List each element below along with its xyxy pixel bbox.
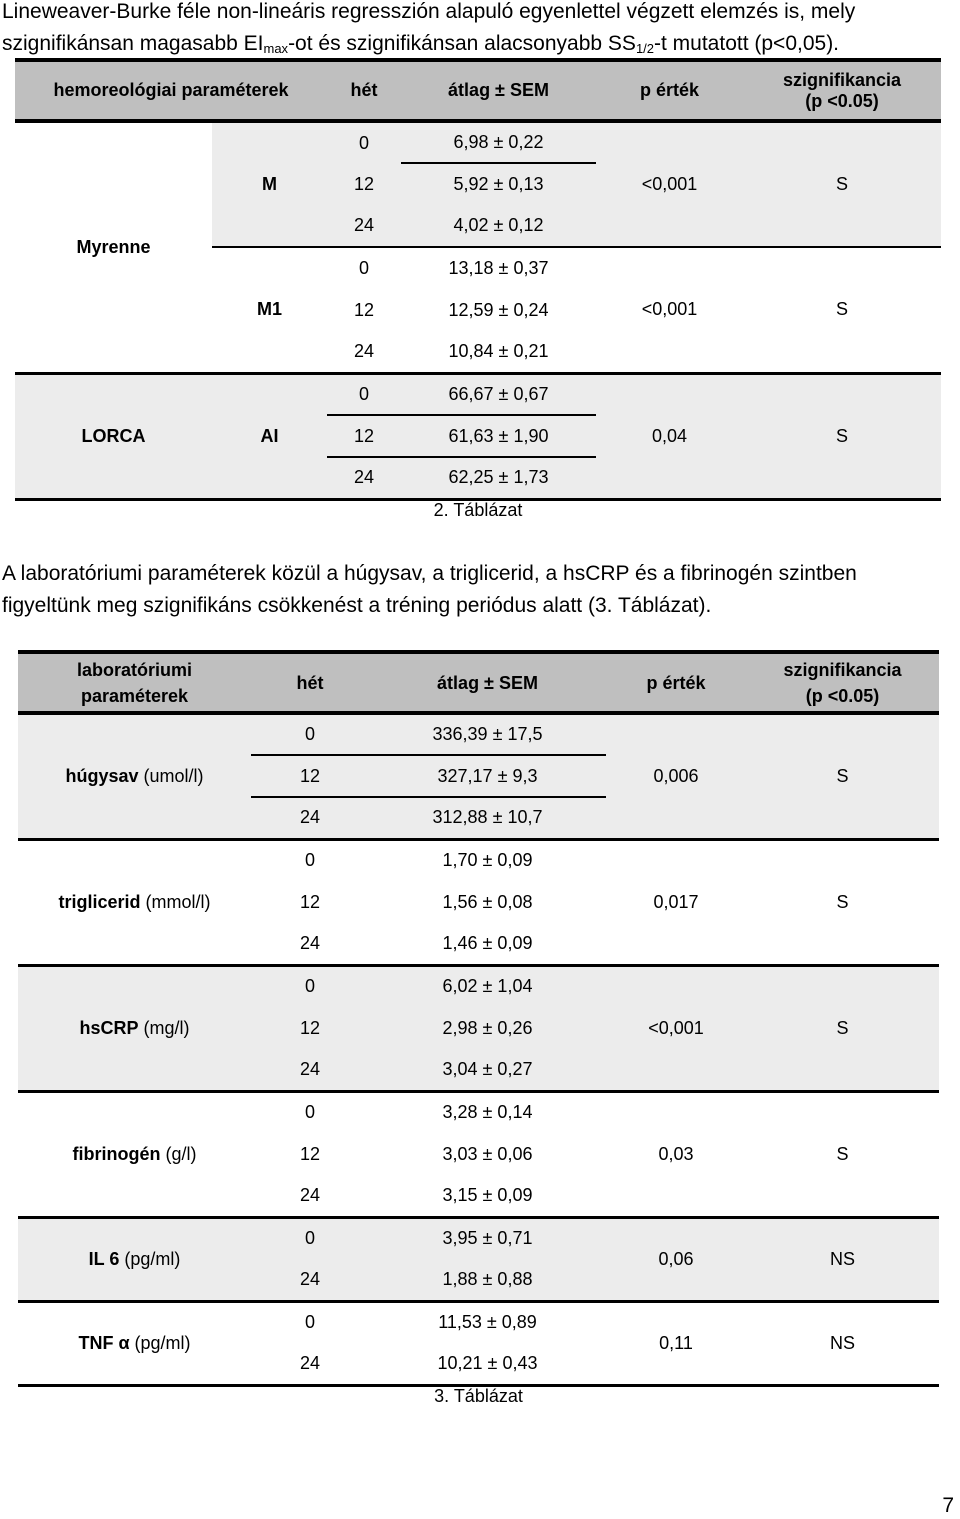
het-cell: 12 [353,299,375,320]
atlag-cell: 11,53 ± 0,89 [438,1312,537,1333]
p-cell: 0,04 [596,373,743,499]
p-cell: 0,06 [606,1217,746,1301]
atlag-cell: 6,02 ± 1,04 [369,965,606,1007]
param-cell: TNF α (pg/ml) [18,1301,251,1385]
het-cell: 24 [251,1175,369,1217]
het-cell: 12 [299,1143,321,1164]
header-p: p érték [606,652,746,713]
intro-paragraph [2,0,958,60]
param-cell: hsCRP (mg/l) [18,965,251,1091]
sig-cell: NS [746,1217,939,1301]
header-szig: szignifikancia (p <0.05) [743,60,941,121]
het-cell: 24 [251,1343,369,1385]
atlag-cell: 4,02 ± 0,12 [401,205,596,247]
table-row [18,839,939,881]
intro-line-2b: -ot és szignifikánsan alacsonyabb SS [288,32,636,55]
param-cell: húgysav (umol/l) [18,713,251,839]
atlag-cell: 3,03 ± 0,06 [442,1143,533,1164]
het-cell: 24 [251,923,369,965]
atlag-cell: 1,70 ± 0,09 [442,850,533,871]
sig-cell: S [746,965,939,1091]
table-3-laboratory [18,650,939,1387]
intro-line-1: Lineweaver-Burke féle non-lineáris regresszión alapuló egyenlettel végzett elemzés is, mely [2,0,856,23]
het-cell: 24 [327,457,401,499]
atlag-cell: 6,98 ± 0,22 [401,121,596,163]
header-atlag: átlag ± SEM [369,652,606,713]
atlag-cell: 1,46 ± 0,09 [369,923,606,965]
table-2-hemorheology [15,58,941,501]
intro-line-2c: -t mutatott (p<0,05). [654,32,840,55]
sub-label: AI [212,373,327,499]
het-cell: 12 [299,891,321,912]
het-cell: 12 [251,755,369,797]
het-cell: 0 [358,258,369,278]
param-cell: triglicerid (mmol/l) [18,839,251,965]
table-row [18,1091,939,1133]
table-2-header-row [15,60,941,121]
sig-cell: S [743,121,941,247]
p-cell: 0,006 [606,713,746,839]
p-cell: 0,017 [606,839,746,965]
param-cell: fibrinogén (g/l) [18,1091,251,1217]
het-cell: 0 [251,965,369,1007]
sig-cell: S [746,1091,939,1217]
atlag-cell: 1,88 ± 0,88 [369,1259,606,1301]
het-cell: 24 [327,331,401,373]
het-cell: 0 [251,1217,369,1259]
intro-line-2a: szignifikánsan magasabb EI [2,32,264,55]
table-2-caption: 2. Táblázat [433,500,523,520]
atlag-cell: 66,67 ± 0,67 [401,373,596,415]
p-cell: <0,001 [596,247,743,373]
het-cell: 12 [327,415,401,457]
atlag-cell: 13,18 ± 0,37 [448,258,549,278]
table-3-header-row [18,652,939,713]
group-label: Myrenne [15,121,212,373]
param-cell: IL 6 (pg/ml) [18,1217,251,1301]
table-row [18,1217,939,1259]
header-p: p érték [596,60,743,121]
atlag-cell: 336,39 ± 17,5 [369,713,606,755]
mid-line-2: figyeltünk meg szignifikáns csökkenést a tréning periódus alatt (3. Táblázat). [2,594,712,617]
sig-cell: S [743,373,941,499]
het-cell: 0 [304,1102,315,1123]
header-param: laboratóriumi paraméterek [18,652,251,713]
atlag-cell: 2,98 ± 0,26 [369,1007,606,1049]
atlag-cell: 12,59 ± 0,24 [448,299,549,320]
het-cell: 12 [251,1007,369,1049]
table-row [18,1301,939,1343]
group-label: LORCA [15,373,212,499]
atlag-cell: 3,15 ± 0,09 [369,1175,606,1217]
atlag-cell: 62,25 ± 1,73 [401,457,596,499]
header-het: hét [327,60,401,121]
het-cell: 24 [251,797,369,839]
mid-paragraph [2,558,958,622]
table-row [18,713,939,755]
het-cell: 24 [251,1259,369,1301]
het-cell: 12 [327,163,401,205]
atlag-cell: 312,88 ± 10,7 [369,797,606,839]
atlag-cell: 3,95 ± 0,71 [369,1217,606,1259]
atlag-cell: 3,28 ± 0,14 [442,1102,533,1123]
atlag-cell: 1,56 ± 0,08 [442,891,533,912]
table-3-caption: 3. Táblázat [434,1386,523,1406]
atlag-cell: 327,17 ± 9,3 [369,755,606,797]
intro-sub-max: max [263,41,289,56]
sig-cell: S [743,247,941,373]
atlag-cell: 5,92 ± 0,13 [401,163,596,205]
sub-label: M1 [212,247,327,373]
het-cell: 24 [251,1049,369,1091]
page-number: 7 [942,1494,954,1517]
table-row [15,373,941,415]
table-row [15,121,941,163]
het-cell: 0 [327,121,401,163]
atlag-cell: 3,04 ± 0,27 [369,1049,606,1091]
het-cell: 0 [251,713,369,755]
atlag-cell: 61,63 ± 1,90 [401,415,596,457]
het-cell: 0 [327,373,401,415]
p-cell: 0,11 [606,1301,746,1385]
sig-cell: S [746,713,939,839]
atlag-cell: 10,84 ± 0,21 [401,331,596,373]
header-szig: szignifikancia (p <0.05) [746,652,939,713]
header-atlag: átlag ± SEM [401,60,596,121]
header-param: hemoreológiai paraméterek [15,60,327,121]
p-cell: <0,001 [596,121,743,247]
het-cell: 24 [327,205,401,247]
sig-cell: NS [746,1301,939,1385]
table-row [18,965,939,1007]
header-het: hét [251,652,369,713]
atlag-cell: 10,21 ± 0,43 [369,1343,606,1385]
mid-line-1: A laboratóriumi paraméterek közül a húgysav, a triglicerid, a hsCRP és a fibrinogén szintben [2,562,857,585]
het-cell: 0 [304,1312,315,1333]
sig-cell: S [746,839,939,965]
intro-sub-half: 1/2 [635,41,655,56]
p-cell: <0,001 [606,965,746,1091]
sub-label: M [212,121,327,247]
p-cell: 0,03 [606,1091,746,1217]
het-cell: 0 [304,850,315,871]
